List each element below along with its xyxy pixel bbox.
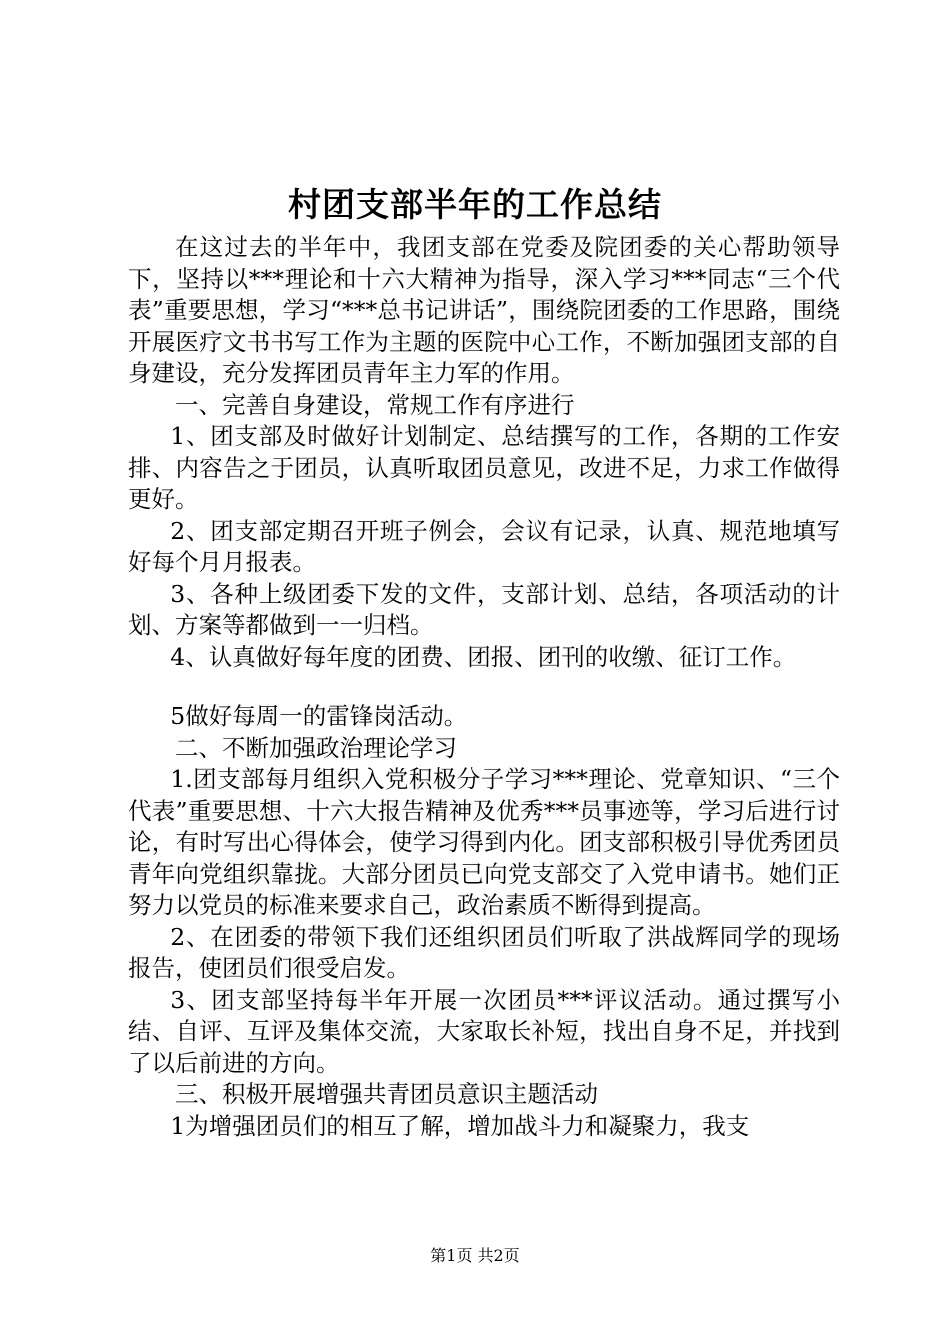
- list-item: 1.团支部每月组织入党积极分子学习***理论、党章知识、“三个代表”重要思想、十六大报告精神及优秀***员事迹等，学习后进行讨论，有时写出心得体会，使学习得到内化。团支部积极引导优秀团员青年向党组织靠拢。大部分团员已向党支部交了入党申请书。她们正努力以党员的标准来要求自己，政治素质不断得到提高。: [128, 765, 840, 919]
- list-item: 3、各种上级团委下发的文件，支部计划、总结，各项活动的计划、方案等都做到一一归档。: [128, 579, 840, 639]
- list-item: 5做好每周一的雷锋岗活动。: [170, 702, 468, 730]
- page-footer: 第1页 共2页: [430, 1246, 520, 1265]
- list-item: 4、认真做好每年度的团费、团报、团刊的收缴、征订工作。: [170, 642, 797, 671]
- document-title: 村团支部半年的工作总结: [288, 185, 662, 224]
- list-item: 1为增强团员们的相互了解，增加战斗力和凝聚力，我支: [170, 1111, 750, 1140]
- list-item: 2、在团委的带领下我们还组织团员们听取了洪战辉同学的现场报告，使团员们很受启发。: [128, 922, 840, 982]
- list-item: 3、团支部坚持每半年开展一次团员***评议活动。通过撰写小结、自评、互评及集体交流，大家取长补短，找出自身不足，并找到了以后前进的方向。: [128, 985, 840, 1077]
- blank-line: [128, 673, 840, 701]
- section-heading-3: 三、积极开展增强共青团员意识主题活动: [175, 1080, 598, 1108]
- intro-paragraph: 在这过去的半年中，我团支部在党委及院团委的关心帮助领导下，坚持以***理论和十六大精神为指导，深入学习***同志“三个代表”重要思想，学习“***总书记讲话”，围绕院团委的工作思路，围绕开展医疗文书书写工作为主题的医院中心工作，不断加强团支部的自身建设，充分发挥团员青年主力军的作用。: [128, 233, 840, 387]
- section-heading-1: 一、完善自身建设，常规工作有序进行: [175, 390, 575, 419]
- section-heading-2: 二、不断加强政治理论学习: [175, 733, 457, 762]
- list-item: 1、团支部及时做好计划制定、总结撰写的工作，各期的工作安排、内容告之于团员，认真听取团员意见，改进不足，力求工作做得更好。: [128, 422, 840, 513]
- list-item: 2、团支部定期召开班子例会，会议有记录，认真、规范地填写好每个月月报表。: [128, 516, 840, 576]
- document-body: [128, 232, 840, 1142]
